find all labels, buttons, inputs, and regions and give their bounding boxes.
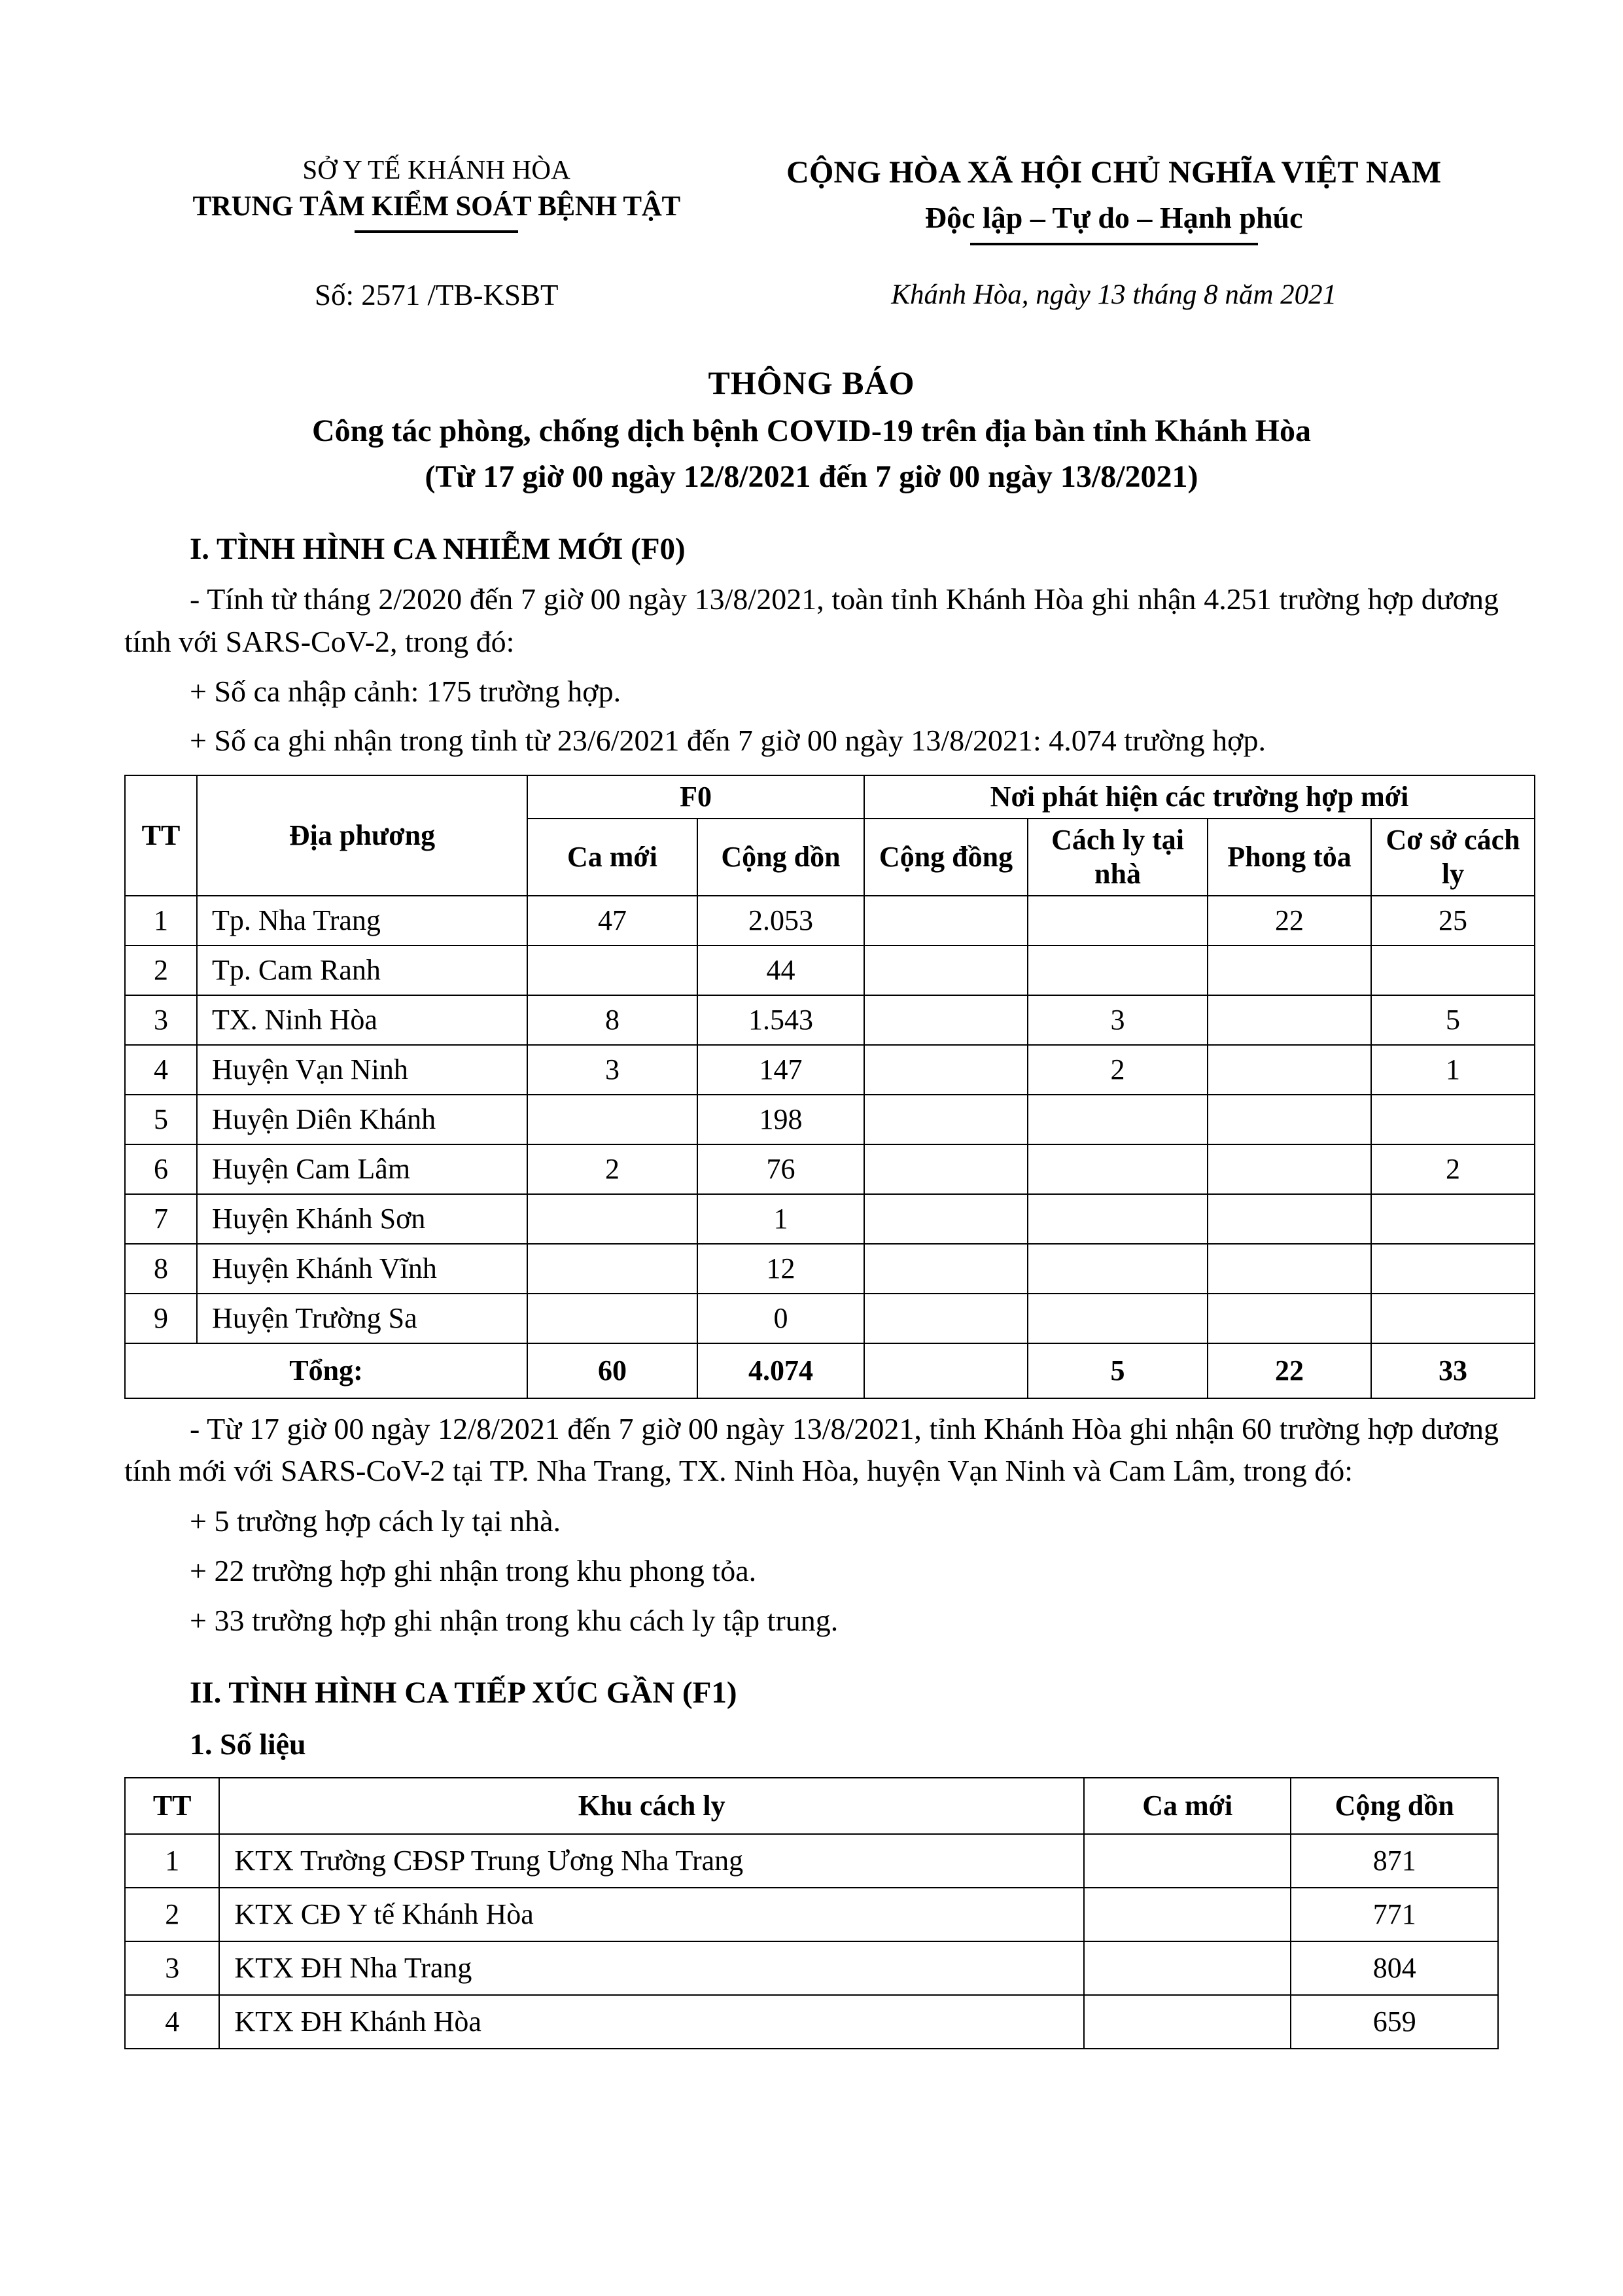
f0-row-tt: 1 (125, 896, 197, 945)
f1-row-quarantine-area: KTX ĐH Nha Trang (219, 1941, 1084, 1995)
f0-row-locality: Huyện Khánh Vĩnh (197, 1244, 527, 1294)
table-row (125, 1941, 1498, 1995)
f0-row-community (864, 896, 1028, 945)
f0-row-tt: 2 (125, 945, 197, 995)
f0-row-lockdown-area (1208, 1194, 1371, 1244)
f0-row-locality: Huyện Trường Sa (197, 1294, 527, 1343)
letterhead-right-rule (970, 243, 1258, 245)
f0-row-home-quarantine (1028, 1294, 1208, 1343)
f0-row-tt: 9 (125, 1294, 197, 1343)
place-and-date: Khánh Hòa, ngày 13 tháng 8 năm 2021 (891, 279, 1337, 310)
center-name: TRUNG TÂM KIỂM SOÁT BỆNH TẬT (192, 190, 680, 222)
f0-row-new-cases (527, 1095, 697, 1144)
f0-row-quarantine-facility (1371, 1095, 1535, 1144)
f0-row-community (864, 1144, 1028, 1194)
f0-header-f0-group: F0 (527, 775, 864, 819)
f0-table-body (125, 896, 1535, 1398)
f0-total-cumulative: 4.074 (697, 1343, 864, 1398)
f0-row-cumulative: 147 (697, 1045, 864, 1095)
f0-row-quarantine-facility (1371, 1294, 1535, 1343)
f1-row-cumulative: 659 (1291, 1995, 1498, 2049)
f0-row-new-cases: 8 (527, 995, 697, 1045)
f1-row-new-cases (1084, 1995, 1291, 2049)
document-meta-row (124, 275, 1499, 315)
section-1-bullet-lockdown: + 22 trường hợp ghi nhận trong khu phong tỏa. (190, 1553, 757, 1587)
f1-header-quarantine-area: Khu cách ly (219, 1778, 1084, 1834)
f0-row-community (864, 995, 1028, 1045)
f0-row-locality: Tp. Nha Trang (197, 896, 527, 945)
f0-row-home-quarantine (1028, 1194, 1208, 1244)
f0-row-cumulative: 12 (697, 1244, 864, 1294)
section-1-heading: I. TÌNH HÌNH CA NHIỄM MỚI (F0) (190, 531, 686, 566)
f0-total-home-quarantine: 5 (1028, 1343, 1208, 1398)
table-row (125, 1095, 1535, 1144)
issuing-authority-block (124, 152, 729, 233)
f0-row-community (864, 1095, 1028, 1144)
f1-header-new-cases: Ca mới (1084, 1778, 1291, 1834)
f0-row-locality: Huyện Cam Lâm (197, 1144, 527, 1194)
f1-row-cumulative: 871 (1291, 1834, 1498, 1888)
f1-row-cumulative: 771 (1291, 1888, 1498, 1941)
f0-row-tt: 6 (125, 1144, 197, 1194)
f0-row-new-cases (527, 945, 697, 995)
f0-row-home-quarantine (1028, 1144, 1208, 1194)
f1-row-new-cases (1084, 1834, 1291, 1888)
table-row (125, 1194, 1535, 1244)
f0-row-home-quarantine (1028, 1095, 1208, 1144)
f0-row-community (864, 1045, 1028, 1095)
f0-cases-table (124, 775, 1535, 1399)
f0-row-quarantine-facility: 25 (1371, 896, 1535, 945)
f0-row-cumulative: 2.053 (697, 896, 864, 945)
f0-row-quarantine-facility (1371, 1244, 1535, 1294)
page-subtitle-period: (Từ 17 giờ 00 ngày 12/8/2021 đến 7 giờ 00 ngày 13/8/2021) (425, 459, 1198, 495)
f0-row-quarantine-facility (1371, 1194, 1535, 1244)
f0-row-quarantine-facility (1371, 945, 1535, 995)
section-1-paragraph-1: - Tính từ tháng 2/2020 đến 7 giờ 00 ngày 13/8/2021, toàn tỉnh Khánh Hòa ghi nhận 4.251 trường hợp dương tính với SARS-CoV-2, trong đó: (124, 582, 1499, 658)
f1-header-tt: TT (125, 1778, 219, 1834)
f0-row-home-quarantine (1028, 1244, 1208, 1294)
section-1-paragraph-after-table: - Từ 17 giờ 00 ngày 12/8/2021 đến 7 giờ 00 ngày 13/8/2021, tỉnh Khánh Hòa ghi nhận 60 trường hợp dương tính mới với SARS-CoV-2 tại TP. Nha Trang, TX. Ninh Hòa, huyện Vạn Ninh và Cam Lâm, trong đó: (124, 1411, 1499, 1488)
f0-header-tt: TT (125, 775, 197, 896)
f1-row-tt: 2 (125, 1888, 219, 1941)
f0-row-cumulative: 198 (697, 1095, 864, 1144)
section-1-bullet-central-quarantine: + 33 trường hợp ghi nhận trong khu cách ly tập trung. (190, 1604, 839, 1638)
f1-row-tt: 3 (125, 1941, 219, 1995)
f1-row-quarantine-area: KTX Trường CĐSP Trung Ương Nha Trang (219, 1834, 1084, 1888)
f0-row-quarantine-facility: 2 (1371, 1144, 1535, 1194)
place-date-block (729, 275, 1499, 314)
f0-row-lockdown-area (1208, 1095, 1371, 1144)
f0-row-lockdown-area (1208, 995, 1371, 1045)
f0-row-tt: 3 (125, 995, 197, 1045)
f1-row-cumulative: 804 (1291, 1941, 1498, 1995)
department-name: SỞ Y TẾ KHÁNH HÒA (302, 154, 571, 185)
f0-row-community (864, 1194, 1028, 1244)
f0-total-new-cases: 60 (527, 1343, 697, 1398)
f0-row-community (864, 1244, 1028, 1294)
letterhead-left-rule (355, 230, 518, 233)
table-row (125, 1888, 1498, 1941)
page-title: THÔNG BÁO (708, 364, 915, 401)
table-row (125, 995, 1535, 1045)
f0-header-cumulative: Cộng dồn (697, 819, 864, 896)
national-motto: Độc lập – Tự do – Hạnh phúc (924, 201, 1303, 235)
table-row (125, 1045, 1535, 1095)
table-row (125, 1144, 1535, 1194)
f1-row-new-cases (1084, 1888, 1291, 1941)
f0-row-lockdown-area (1208, 1294, 1371, 1343)
table-row (125, 1995, 1498, 2049)
f0-row-cumulative: 44 (697, 945, 864, 995)
f0-row-new-cases (527, 1294, 697, 1343)
f0-row-cumulative: 1 (697, 1194, 864, 1244)
f0-header-community: Cộng đồng (864, 819, 1028, 896)
f0-row-new-cases: 3 (527, 1045, 697, 1095)
section-1-bullet-home-quarantine: + 5 trường hợp cách ly tại nhà. (190, 1504, 561, 1538)
table-row (125, 896, 1535, 945)
f0-row-tt: 7 (125, 1194, 197, 1244)
f0-total-row (125, 1343, 1535, 1398)
f0-row-cumulative: 1.543 (697, 995, 864, 1045)
f1-row-tt: 1 (125, 1834, 219, 1888)
f0-header-quarantine-facility: Cơ sở cách ly (1371, 819, 1535, 896)
f0-total-quarantine-facility: 33 (1371, 1343, 1535, 1398)
f0-row-lockdown-area (1208, 1144, 1371, 1194)
f0-row-locality: Huyện Diên Khánh (197, 1095, 527, 1144)
table-row (125, 1294, 1535, 1343)
f0-table-header-row-1 (125, 775, 1535, 819)
f1-table-body (125, 1834, 1498, 2049)
f1-row-quarantine-area: KTX ĐH Khánh Hòa (219, 1995, 1084, 2049)
f1-row-new-cases (1084, 1941, 1291, 1995)
f0-row-locality: Huyện Khánh Sơn (197, 1194, 527, 1244)
f0-row-locality: TX. Ninh Hòa (197, 995, 527, 1045)
f0-row-tt: 5 (125, 1095, 197, 1144)
f0-row-home-quarantine (1028, 945, 1208, 995)
f0-row-home-quarantine: 2 (1028, 1045, 1208, 1095)
table-row (125, 1244, 1535, 1294)
letterhead (124, 152, 1499, 245)
f0-row-tt: 8 (125, 1244, 197, 1294)
f0-header-lockdown-area: Phong tỏa (1208, 819, 1371, 896)
f0-row-lockdown-area (1208, 1244, 1371, 1294)
table-row (125, 1834, 1498, 1888)
f0-row-locality: Tp. Cam Ranh (197, 945, 527, 995)
f0-row-community (864, 945, 1028, 995)
f0-row-cumulative: 0 (697, 1294, 864, 1343)
f0-row-new-cases (527, 1194, 697, 1244)
f0-row-locality: Huyện Vạn Ninh (197, 1045, 527, 1095)
f0-header-detection-group: Nơi phát hiện các trường hợp mới (864, 775, 1535, 819)
f1-table-header-row (125, 1778, 1498, 1834)
page-subtitle: Công tác phòng, chống dịch bệnh COVID-19 trên địa bàn tỉnh Khánh Hòa (311, 413, 1312, 448)
document-number: Số: 2571 /TB-KSBT (314, 278, 559, 311)
section-2-subheading: 1. Số liệu (190, 1727, 306, 1761)
f1-header-cumulative: Cộng dồn (1291, 1778, 1498, 1834)
f0-row-new-cases (527, 1244, 697, 1294)
f0-header-locality: Địa phương (197, 775, 527, 896)
f0-total-lockdown-area: 22 (1208, 1343, 1371, 1398)
f0-row-new-cases: 47 (527, 896, 697, 945)
section-1-bullet-domestic-cases: + Số ca ghi nhận trong tỉnh từ 23/6/2021 đến 7 giờ 00 ngày 13/8/2021: 4.074 trường hợp. (190, 723, 1266, 757)
f1-quarantine-table (124, 1777, 1499, 2049)
f1-row-tt: 4 (125, 1995, 219, 2049)
f0-header-new-cases: Ca mới (527, 819, 697, 896)
f0-row-cumulative: 76 (697, 1144, 864, 1194)
f0-row-new-cases: 2 (527, 1144, 697, 1194)
f1-row-quarantine-area: KTX CĐ Y tế Khánh Hòa (219, 1888, 1084, 1941)
f0-total-community (864, 1343, 1028, 1398)
f0-row-quarantine-facility: 1 (1371, 1045, 1535, 1095)
table-row (125, 945, 1535, 995)
f0-header-home-quarantine: Cách ly tại nhà (1028, 819, 1208, 896)
f0-row-quarantine-facility: 5 (1371, 995, 1535, 1045)
f0-row-community (864, 1294, 1028, 1343)
f0-row-lockdown-area (1208, 1045, 1371, 1095)
f0-row-tt: 4 (125, 1045, 197, 1095)
section-2-heading: II. TÌNH HÌNH CA TIẾP XÚC GẦN (F1) (190, 1675, 737, 1710)
f0-row-lockdown-area: 22 (1208, 896, 1371, 945)
f0-row-home-quarantine: 3 (1028, 995, 1208, 1045)
f0-row-home-quarantine (1028, 896, 1208, 945)
f0-total-label: Tổng: (125, 1343, 527, 1398)
section-1-bullet-entry-cases: + Số ca nhập cảnh: 175 trường hợp. (190, 675, 621, 709)
document-number-block (124, 275, 729, 315)
country-name: CỘNG HÒA XÃ HỘI CHỦ NGHĨA VIỆT NAM (786, 155, 1442, 190)
national-heading-block (729, 152, 1499, 245)
f0-row-lockdown-area (1208, 945, 1371, 995)
